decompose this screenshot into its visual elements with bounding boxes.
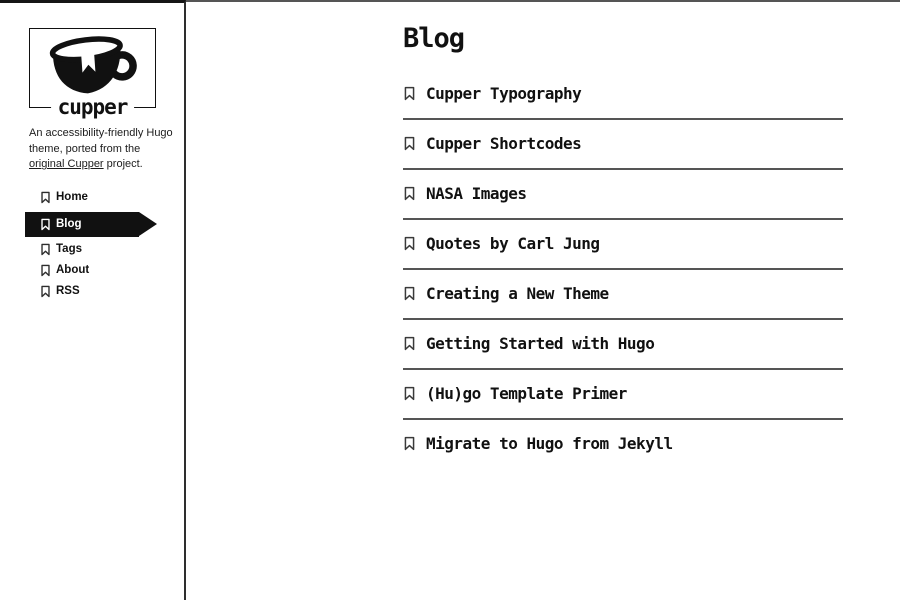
sidebar-item-tags[interactable] [25, 243, 139, 256]
site-title: cupper [51, 97, 135, 118]
list-item [403, 220, 843, 270]
post-link[interactable]: Quotes by Carl Jung [426, 233, 600, 253]
sidebar-nav [29, 191, 184, 298]
page-title: Blog [403, 23, 465, 54]
post-list [403, 70, 843, 468]
list-item [403, 270, 843, 320]
post-link[interactable]: NASA Images [426, 183, 527, 203]
sidebar-item-about[interactable] [25, 264, 139, 277]
original-cupper-link[interactable]: original Cupper [29, 158, 104, 171]
list-item [403, 420, 843, 468]
site-description-text: project. [103, 158, 143, 171]
bookmark-icon [403, 186, 416, 201]
bookmark-icon [403, 436, 416, 451]
bookmark-icon [403, 286, 416, 301]
nav-list [25, 191, 139, 298]
list-item [403, 70, 843, 120]
bookmark-icon [40, 285, 51, 298]
site-description [29, 126, 173, 173]
sidebar [0, 0, 186, 600]
bookmark-icon [403, 386, 416, 401]
post-link[interactable]: Migrate to Hugo from Jekyll [426, 433, 673, 453]
list-item [403, 170, 843, 220]
post-link[interactable]: Getting Started with Hugo [426, 333, 655, 353]
list-item [403, 120, 843, 170]
nav-label: RSS [56, 285, 80, 298]
site-logo[interactable] [29, 28, 156, 119]
post-link[interactable]: Cupper Shortcodes [426, 133, 582, 153]
bookmark-icon [40, 264, 51, 277]
main-content [186, 0, 900, 600]
post-link[interactable]: Cupper Typography [426, 83, 582, 103]
sidebar-item-blog[interactable] [25, 212, 139, 237]
bookmark-icon [403, 136, 416, 151]
list-item [403, 370, 843, 420]
list-item [403, 320, 843, 370]
nav-label: Blog [56, 218, 82, 231]
cup-with-bookmark-icon [44, 32, 139, 100]
bookmark-icon [403, 86, 416, 101]
bookmark-icon [40, 191, 51, 204]
site-description-text: An accessibility-friendly Hugo theme, ported from the [29, 127, 173, 155]
sidebar-item-rss[interactable] [25, 285, 139, 298]
bookmark-icon [403, 336, 416, 351]
bookmark-icon [40, 243, 51, 256]
post-link[interactable]: (Hu)go Template Primer [426, 383, 627, 403]
nav-label: Home [56, 191, 88, 204]
bookmark-icon [40, 218, 51, 231]
post-link[interactable]: Creating a New Theme [426, 283, 609, 303]
sidebar-item-home[interactable] [25, 191, 139, 204]
nav-label: About [56, 264, 90, 277]
bookmark-icon [403, 236, 416, 251]
nav-label: Tags [56, 243, 82, 256]
